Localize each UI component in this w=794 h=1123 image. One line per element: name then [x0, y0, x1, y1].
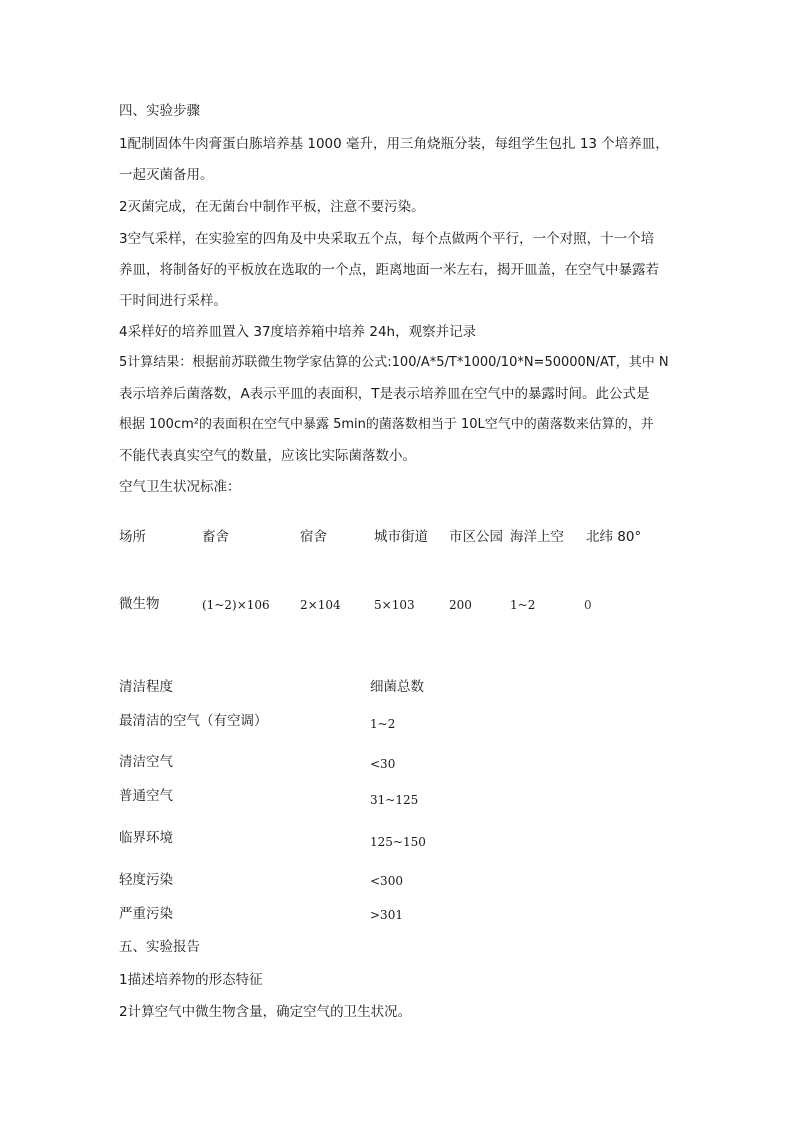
step5-line3: 根据 100cm²的表面积在空气中暴露 5min的菌落数相当于 10L空气中的菌落数来估算的，并: [119, 417, 654, 432]
clean-level: 最清洁的空气（有空调）: [119, 713, 268, 729]
step5-line4: 不能代表真实空气的数量，应该比实际菌落数小。: [119, 448, 416, 464]
clean-level: 轻度污染: [119, 872, 173, 888]
places-row-cell: 200: [449, 598, 472, 612]
clean-header-count: 细菌总数: [370, 679, 424, 695]
clean-level: 普通空气: [119, 788, 173, 804]
step4-text: 4采样好的培养皿置入 37度培养箱中培养 24h，观察并记录: [119, 324, 477, 340]
step2-text: 2灭菌完成，在无菌台中制作平板，注意不要污染。: [119, 199, 425, 215]
step1-line1: 1配制固体牛肉膏蛋白胨培养基 1000 毫升，用三角烧瓶分装，每组学生包扎 13 个培养皿，: [119, 136, 669, 152]
step3-line2: 养皿，将制备好的平板放在选取的一个点，距离地面一米左右，揭开皿盖，在空气中暴露若: [119, 262, 659, 278]
clean-level: 严重污染: [119, 906, 173, 922]
step3-line1: 3空气采样，在实验室的四角及中央采取五个点，每个点做两个平行，一个对照，十一个培: [119, 231, 655, 247]
bacteria-count: <30: [370, 757, 396, 771]
bacteria-count: 125~150: [370, 835, 426, 849]
places-row-cell: 5×103: [374, 598, 415, 612]
bacteria-count: 1~2: [370, 717, 396, 731]
section4-heading: 四、实验步骤: [119, 103, 200, 119]
places-row-cell: 1~2: [510, 598, 536, 612]
bacteria-count: <300: [370, 874, 403, 888]
report-item1: 1描述培养物的形态特征: [119, 972, 263, 988]
places-header-cell: 场所: [119, 529, 146, 545]
places-header-cell: 宿舍: [300, 529, 327, 545]
places-row-cell: (1~2)×106: [202, 598, 270, 612]
places-row-cell: 0: [584, 598, 592, 612]
places-row-label: 微生物: [119, 596, 160, 612]
places-row-cell: 2×104: [300, 598, 341, 612]
places-header-cell: 海洋上空: [510, 529, 564, 545]
standard-title: 空气卫生状况标准：: [119, 479, 241, 495]
bacteria-count: 31~125: [370, 793, 419, 807]
places-header-cell: 北纬 80°: [586, 529, 642, 545]
clean-header-level: 清洁程度: [119, 679, 173, 695]
step3-line3: 干时间进行采样。: [119, 293, 227, 309]
step1-line2: 一起灭菌备用。: [119, 167, 214, 183]
bacteria-count: >301: [370, 908, 403, 922]
places-header-cell: 市区公园: [449, 529, 503, 545]
places-header-cell: 畜舍: [202, 529, 229, 545]
step5-line1: 5计算结果：根据前苏联微生物学家估算的公式:100/A*5/T*1000/10*N=50000N/AT，其中 N: [119, 355, 669, 370]
clean-level: 临界环境: [119, 830, 173, 846]
step5-line2: 表示培养后菌落数，A表示平皿的表面积，T是表示培养皿在空气中的暴露时间。此公式是: [119, 386, 650, 402]
report-item2: 2计算空气中微生物含量，确定空气的卫生状况。: [119, 1004, 412, 1020]
section5-heading: 五、实验报告: [119, 939, 200, 955]
places-header-cell: 城市街道: [374, 529, 428, 545]
clean-level: 清洁空气: [119, 754, 173, 770]
